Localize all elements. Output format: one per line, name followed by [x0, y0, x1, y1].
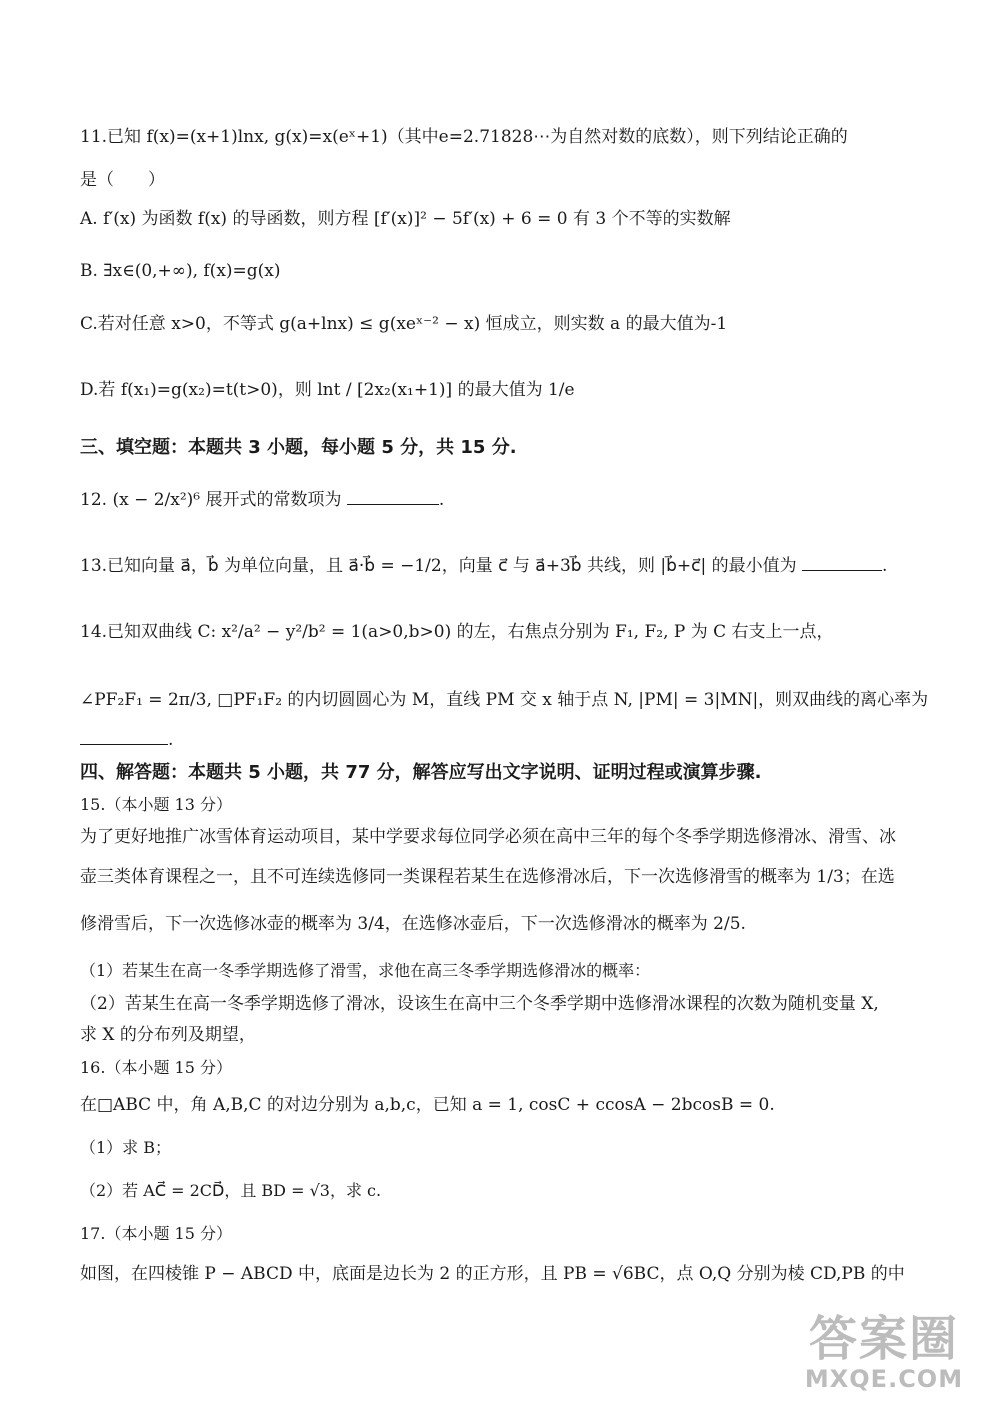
answer-blank-12	[347, 503, 439, 505]
question-12: 12. (x − 2/x²)⁶ 展开式的常数项为 .	[80, 490, 445, 510]
question-11-stem: 11.已知 f(x)=(x+1)lnx, g(x)=x(eˣ+1)（其中e=2.71828⋯为自然对数的底数），则下列结论正确的	[80, 127, 848, 147]
watermark-logo	[794, 1311, 974, 1402]
watermark-url: MXQE.COM	[804, 1365, 964, 1393]
question-15-text-3: 修滑雪后，下一次选修冰壶的概率为 3/4，在选修冰壶后，下一次选修滑冰的概率为 2/5.	[80, 914, 746, 934]
question-15-text-2: 壶三类体育课程之一，且不可连续选修同一类课程若某生在选修滑冰后，下一次选修滑雪的概率为 1/3；在选	[80, 867, 895, 887]
question-15-header: 15.（本小题 13 分）	[80, 795, 232, 814]
option-b: B. ∃x∈(0,+∞), f(x)=g(x)	[80, 261, 281, 281]
question-15-text: 为了更好地推广冰雪体育运动项目，某中学要求每位同学必须在高中三年的每个冬季学期选修滑冰、滑雪、冰	[80, 827, 896, 847]
option-c: C.若对任意 x>0，不等式 g(a+lnx) ≤ g(xeˣ⁻² − x) 恒成立，则实数 a 的最大值为-1	[80, 314, 728, 334]
question-16-part-1: （1）求 B；	[80, 1138, 172, 1157]
question-13: 13.已知向量 a⃗，b⃗ 为单位向量，且 a⃗·b⃗ = −1/2，向量 c⃗ 与 a⃗+3b⃗ 共线，则 |b⃗+c⃗| 的最小值为 .	[80, 556, 888, 576]
question-17-header: 17.（本小题 15 分）	[80, 1224, 232, 1243]
option-a: A. f′(x) 为函数 f(x) 的导函数，则方程 [f′(x)]² − 5f′(x) + 6 = 0 有 3 个不等的实数解	[80, 209, 731, 229]
question-15-part-2: （2）苦某生在高一冬季学期选修了滑冰，设该生在高中三个冬季学期中选修滑冰课程的次数为随机变量 X,	[80, 994, 879, 1014]
question-16-text: 在□ABC 中，角 A,B,C 的对边分别为 a,b,c，已知 a = 1, cosC + ccosA − 2bcosB = 0.	[80, 1095, 775, 1115]
section-3-heading: 三、填空题：本题共 3 小题，每小题 5 分，共 15 分.	[80, 437, 517, 458]
question-14-blank-line: .	[80, 730, 916, 750]
section-4-heading: 四、解答题：本题共 5 小题，共 77 分，解答应写出文字说明、证明过程或演算步骤.	[80, 762, 762, 783]
question-16-header: 16.（本小题 15 分）	[80, 1058, 232, 1077]
question-13-text: 13.已知向量 a⃗，b⃗ 为单位向量，且 a⃗·b⃗ = −1/2，向量 c⃗ 与 a⃗+3b⃗ 共线，则 |b⃗+c⃗| 的最小值为	[80, 556, 797, 576]
question-11-stem-cont: 是（ ）	[80, 170, 165, 190]
answer-blank-13	[802, 569, 882, 571]
question-15-part-2-cont: 求 X 的分布列及期望，	[80, 1025, 256, 1045]
watermark-logo-text: 答案圈	[808, 1311, 959, 1367]
question-14-cont: ∠PF₂F₁ = 2π/3, □PF₁F₂ 的内切圆圆心为 M，直线 PM 交 x 轴于点 N, |PM| = 3|MN|，则双曲线的离心率为	[80, 690, 929, 710]
question-15-part-1: （1）若某生在高一冬季学期选修了滑雪，求他在高三冬季学期选修滑冰的概率：	[80, 961, 651, 980]
question-14: 14.已知双曲线 C: x²/a² − y²/b² = 1(a>0,b>0) 的左，右焦点分别为 F₁, F₂, P 为 C 右支上一点，	[80, 622, 834, 642]
option-d: D.若 f(x₁)=g(x₂)=t(t>0)，则 lnt / [2x₂(x₁+1)] 的最大值为 1/e	[80, 380, 575, 400]
question-16-part-2: （2）若 AC⃗ = 2CD⃗，且 BD = √3，求 c.	[80, 1181, 382, 1200]
answer-blank-14	[80, 743, 168, 745]
question-12-text: 12. (x − 2/x²)⁶ 展开式的常数项为	[80, 490, 342, 510]
question-17-text: 如图，在四棱锥 P − ABCD 中，底面是边长为 2 的正方形，且 PB = √6BC，点 O,Q 分别为棱 CD,PB 的中	[80, 1264, 905, 1284]
